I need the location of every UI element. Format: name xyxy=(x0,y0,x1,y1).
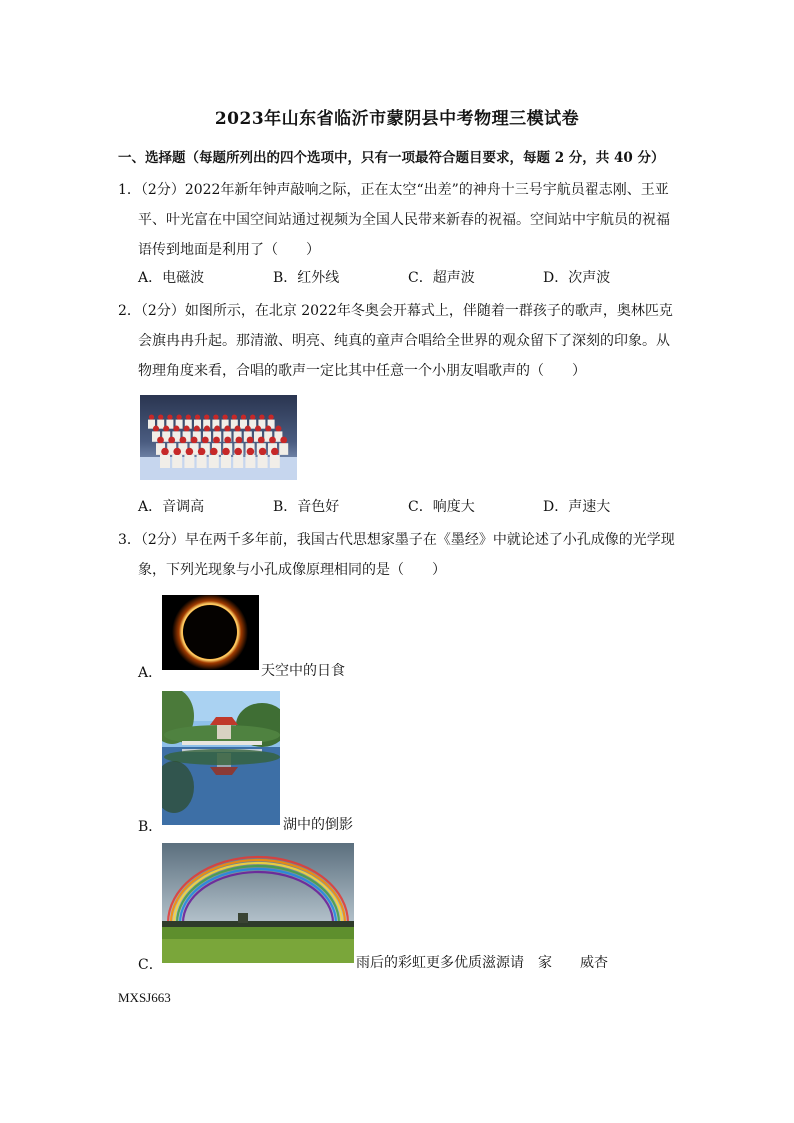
question-2-option-a[interactable]: A．音调高 xyxy=(138,499,205,515)
choice-c-text: 雨后的彩虹更多优质滋源请 家 威杏 xyxy=(356,955,608,971)
question-2-option-d[interactable]: D．声速大 xyxy=(543,499,611,515)
question-1-line-1: 1．（2分）2022年新年钟声敲响之际，正在太空“出差”的神舟十三号宇航员翟志刚、王亚 xyxy=(118,182,669,198)
question-2-options xyxy=(138,495,678,519)
question-1-option-a[interactable]: A．电磁波 xyxy=(138,270,205,286)
page-title: 2023年山东省临沂市蒙阴县中考物理三模试卷 xyxy=(214,109,580,129)
question-3-line-2: 象，下列光现象与小孔成像原理相同的是（ ） xyxy=(138,562,446,578)
lake-reflection-photo xyxy=(162,691,280,825)
question-2-line-1: 2．（2分）如图所示，在北京 2022年冬奥会开幕式上，伴随着一群孩子的歌声，奥林匹克 xyxy=(118,303,673,319)
rainbow-photo xyxy=(162,843,354,963)
question-3 xyxy=(118,525,678,585)
question-2-option-b[interactable]: B．音色好 xyxy=(273,499,340,515)
choice-a-letter[interactable]: A． xyxy=(138,665,163,681)
question-2 xyxy=(118,296,678,386)
question-3-line-1: 3．（2分）早在两千多年前，我国古代思想家墨子在《墨经》中就论述了小孔成像的光学现 xyxy=(118,532,675,548)
choice-b-letter[interactable]: B． xyxy=(138,819,163,835)
choice-b-text: 湖中的倒影 xyxy=(283,817,353,833)
question-1-options xyxy=(138,266,678,290)
choice-c-letter[interactable]: C． xyxy=(138,957,163,973)
question-1 xyxy=(118,175,678,265)
question-1-line-2: 平、叶光富在中国空间站通过视频为全国人民带来新春的祝福。空间站中宇航员的祝福 xyxy=(138,212,670,228)
question-1-option-d[interactable]: D．次声波 xyxy=(543,270,611,286)
question-1-line-3: 语传到地面是利用了（ ） xyxy=(138,242,320,258)
question-1-option-c[interactable]: C．超声波 xyxy=(408,270,475,286)
section-heading: 一、选择题（每题所列出的四个选项中，只有一项最符合题目要求，每题 2 分，共 40 分） xyxy=(118,150,665,166)
question-1-option-b[interactable]: B．红外线 xyxy=(273,270,340,286)
question-2-line-3: 物理角度来看，合唱的歌声一定比其中任意一个小朋友唱歌声的（ ） xyxy=(138,363,586,379)
choice-a-text: 天空中的日食 xyxy=(261,663,345,679)
question-2-option-c[interactable]: C．响度大 xyxy=(408,499,475,515)
solar-eclipse-photo xyxy=(162,595,259,670)
question-2-line-2: 会旗冉冉升起。那清澈、明亮、纯真的童声合唱给全世界的观众留下了深刻的印象。从 xyxy=(138,333,670,349)
document-code: MXSJ663 xyxy=(118,990,171,1005)
choir-photo xyxy=(140,395,297,480)
